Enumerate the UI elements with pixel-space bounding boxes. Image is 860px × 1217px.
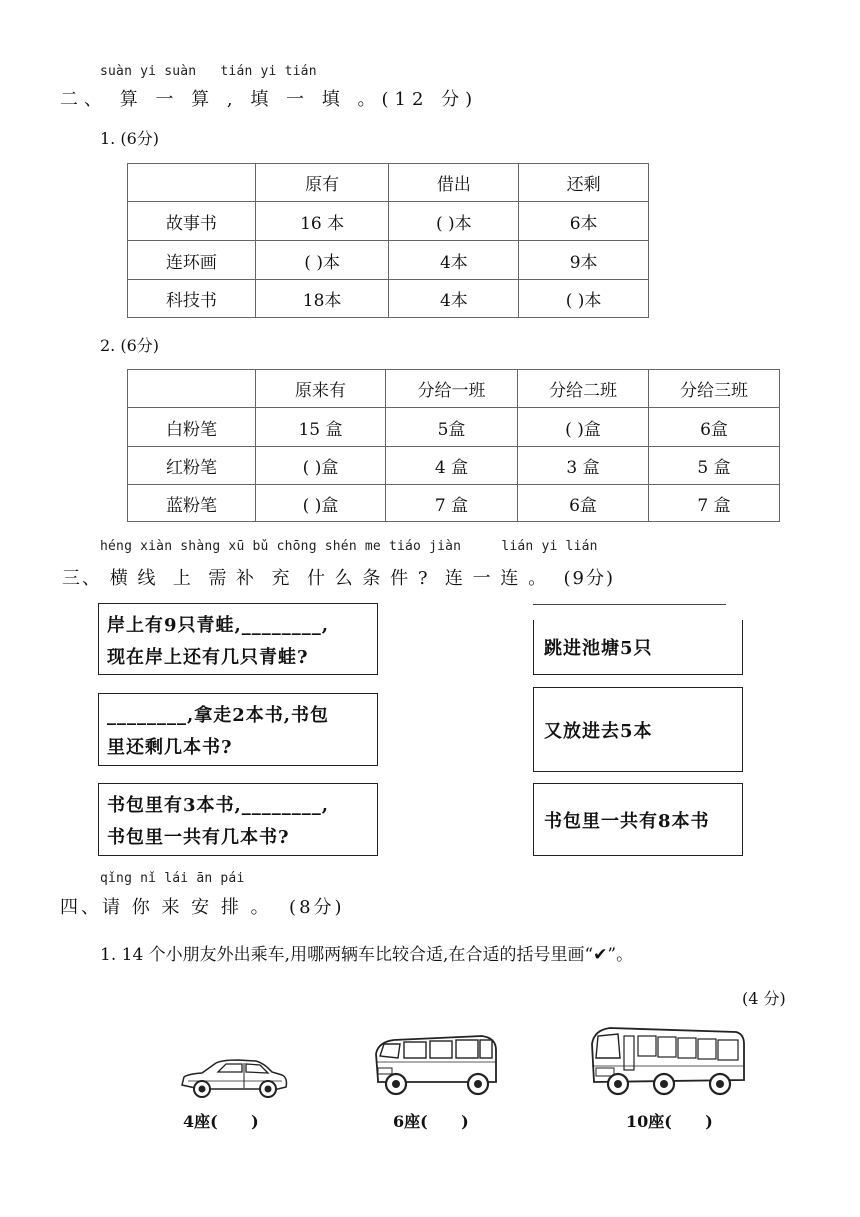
table-cell: 连环画 [128, 241, 256, 280]
box-line: 书包里一共有几本书? [107, 827, 290, 848]
table-cell: 科技书 [128, 280, 256, 318]
answer-blank-cell[interactable]: ( )盒 [256, 447, 386, 485]
table-header-cell: 借出 [389, 164, 519, 202]
table-cell: 7 盒 [649, 485, 780, 522]
q1-instruction: 1. 14 个小朋友外出乘车,用哪两辆车比较合适,在合适的括号里画“✔”。 [100, 945, 634, 965]
table-cell: 18本 [255, 280, 389, 318]
table-header-cell: 还剩 [519, 164, 649, 202]
table-row [128, 408, 780, 447]
condition-box-frogs[interactable] [98, 603, 378, 675]
table-cell: 故事书 [128, 202, 256, 241]
table-cell: 4 盒 [386, 447, 518, 485]
condition-box-bag-total[interactable] [98, 783, 378, 856]
table-header-cell: 原有 [255, 164, 389, 202]
table-row [128, 241, 649, 280]
bus-seat-label[interactable]: 10座( ) [626, 1112, 713, 1131]
bus-icon [588, 1026, 748, 1098]
box-line: 书包里有3本书,________, [107, 795, 330, 816]
table-cell: 蓝粉笔 [128, 485, 256, 522]
table-book-loans [127, 163, 649, 318]
box-line: 里还剩几本书? [107, 737, 233, 758]
table-cell: 4本 [389, 241, 519, 280]
answer-box-text: 跳进池塘5只 [544, 638, 653, 659]
divider-line [533, 604, 726, 605]
section3-heading: 三、 横 线 上 需 补 充 什 么 条 件 ? 连 一 连 。 (9分) [62, 568, 616, 589]
answer-box-total-books[interactable] [533, 783, 743, 856]
q1-points: (4 分) [742, 989, 786, 1008]
section4-heading: 四、请 你 来 安 排 。 (8分) [60, 897, 345, 918]
table-cell: 6盒 [518, 485, 649, 522]
answer-blank-cell[interactable]: ( )本 [389, 202, 519, 241]
table-header-cell [128, 164, 256, 202]
table-cell: 6本 [519, 202, 649, 241]
box-line: 岸上有9只青蛙,________, [107, 615, 330, 636]
table-cell: 红粉笔 [128, 447, 256, 485]
section3-pinyin: héng xiàn shàng xū bǔ chōng shén me tiáo jiàn lián yi lián [100, 539, 598, 554]
table-cell: 15 盒 [256, 408, 386, 447]
section2-heading: 二、 算 一 算 , 填 一 填 。(12 分) [60, 89, 479, 110]
van-seat-label[interactable]: 6座( ) [393, 1112, 469, 1131]
table-header-cell: 原来有 [256, 370, 386, 408]
answer-blank-cell[interactable]: ( )本 [519, 280, 649, 318]
answer-blank-cell[interactable]: ( )盒 [518, 408, 649, 447]
table-header-cell: 分给一班 [386, 370, 518, 408]
answer-box-text: 书包里一共有8本书 [544, 810, 710, 832]
table-cell: 5盒 [386, 408, 518, 447]
answer-box-frogs-jump[interactable] [533, 620, 743, 675]
table-cell: 5 盒 [649, 447, 780, 485]
table-row [128, 280, 649, 318]
table-cell: 4本 [389, 280, 519, 318]
table-header-cell: 分给二班 [518, 370, 649, 408]
table-chalk-distribution [127, 369, 780, 522]
section2-pinyin: suàn yi suàn tián yi tián [100, 64, 317, 79]
van-icon [372, 1032, 500, 1096]
table-cell: 9本 [519, 241, 649, 280]
table-row [128, 447, 780, 485]
condition-box-bag-remaining[interactable] [98, 693, 378, 766]
box-line: ________,拿走2本书,书包 [107, 705, 330, 726]
answer-box-text: 又放进去5本 [544, 720, 653, 742]
table-cell: 7 盒 [386, 485, 518, 522]
table-header-cell: 分给三班 [649, 370, 780, 408]
answer-box-put-back[interactable] [533, 687, 743, 772]
answer-blank-cell[interactable]: ( )盒 [256, 485, 386, 522]
answer-blank-cell[interactable]: ( )本 [255, 241, 389, 280]
table-cell: 6盒 [649, 408, 780, 447]
car-seat-label[interactable]: 4座( ) [183, 1112, 259, 1131]
table-row [128, 202, 649, 241]
q1-label: 1. (6分) [100, 129, 160, 148]
table-cell: 白粉笔 [128, 408, 256, 447]
section4-pinyin: qǐng nǐ lái ān pái [100, 871, 245, 886]
table-header-cell [128, 370, 256, 408]
table-cell: 3 盒 [518, 447, 649, 485]
table-row [128, 485, 780, 522]
q2-label: 2. (6分) [100, 336, 160, 355]
box-line: 现在岸上还有几只青蛙? [107, 647, 309, 668]
table-cell: 16 本 [255, 202, 389, 241]
car-icon [178, 1055, 290, 1103]
